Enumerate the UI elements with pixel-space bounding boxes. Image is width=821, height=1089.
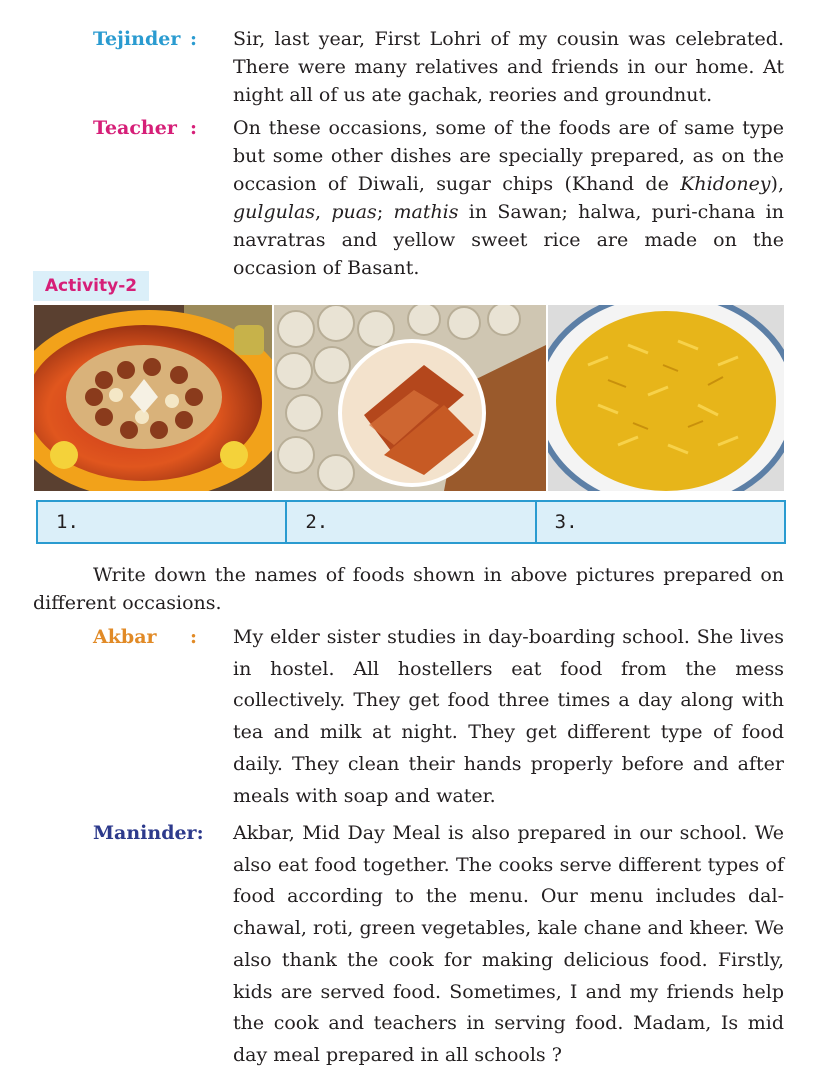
speaker-colon: : (190, 117, 198, 139)
text-segment-italic: puas (331, 201, 377, 223)
dialogue-text (233, 114, 784, 282)
answer-cell-3[interactable]: 3. (554, 511, 578, 533)
dialogue-text (233, 622, 784, 812)
answer-cell-2[interactable]: 2. (287, 502, 536, 542)
activity-label: Activity-2 (33, 271, 149, 301)
text-segment: On these occasions, some of the foods are of same type but some other dishes are specially prepared, as on the occasion of Diwali, sugar chips (Khand de (233, 117, 784, 195)
dialogue-text (233, 818, 784, 1072)
speaker-name: Teacher (93, 117, 177, 139)
text-segment: Akbar, Mid Day Meal is also prepared in our school. We also eat food together. The cooks serve different types of food according to the menu. Our menu includes dal-chawal, roti, green vegetables, kale chane and kheer. We also thank the cook for making delicious food. Firstly, kids are served food. Sometimes, I and my friends help the cook and teachers in serving food. Madam, Is mid day meal prepared in all schools ? (233, 822, 784, 1066)
speaker-name: Maninder: (93, 822, 204, 844)
speaker-name: Akbar (93, 626, 157, 648)
text-segment: My elder sister studies in day-boarding school. She lives in hostel. All hostellers eat food from the mess collectively. They get food three times a day along with tea and milk at night. They get different type of food daily. They clean their hands properly before and after meals with soap and water. (233, 626, 784, 807)
text-segment-italic: Khidoney (680, 173, 771, 195)
text-segment: , (315, 201, 332, 223)
activity-instruction: Write down the names of foods shown in above pictures prepared on different occasions. (33, 564, 784, 614)
speaker-name: Tejinder (93, 28, 181, 50)
text-segment-italic: mathis (393, 201, 459, 223)
text-segment: in Sawan; halwa, puri-chana in navratras and yellow sweet rice are made on the occasion of Basant. (233, 201, 784, 279)
text-segment: Sir, last year, First Lohri of my cousin was celebrated. There were many relatives and friends in our home. At night all of us ate gachak, reories and groundnut. (233, 28, 784, 106)
dialogue-text (233, 25, 784, 109)
speaker-colon: : (190, 28, 198, 50)
lohri-gachak-reori-photo (274, 305, 546, 491)
answer-cell-1[interactable]: 1. (38, 502, 287, 542)
diwali-sweets-thali-photo (34, 305, 272, 491)
text-segment-italic: gulgulas (233, 201, 316, 223)
answer-row (36, 500, 786, 544)
text-segment: ; (376, 201, 394, 223)
yellow-sweet-rice-photo (548, 305, 784, 491)
speaker-colon: : (190, 626, 198, 648)
text-segment: ), (770, 173, 784, 195)
